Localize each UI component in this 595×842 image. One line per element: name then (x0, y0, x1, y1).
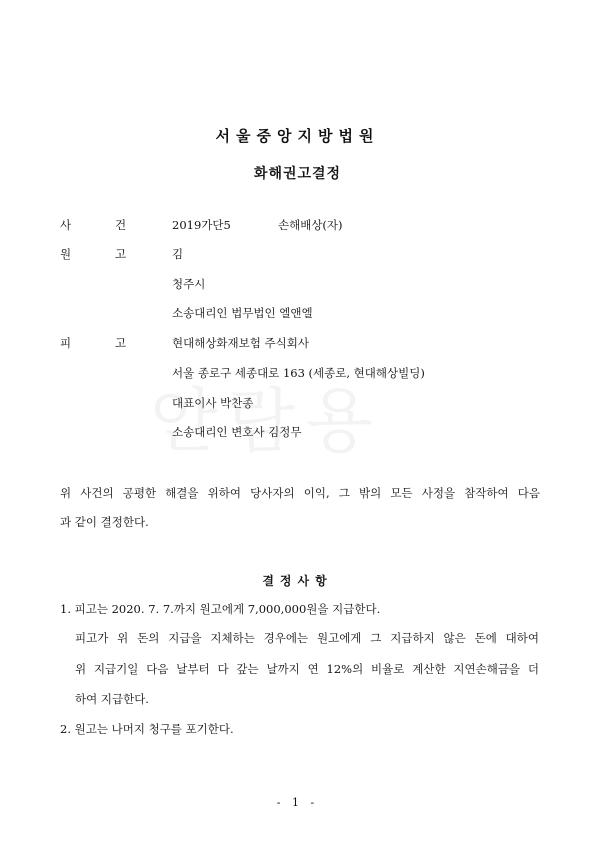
plaintiff-counsel: 소송대리인 법무법인 엘앤엘 (172, 306, 313, 320)
intro-line-1: 위 사건의 공평한 해결을 위하여 당사자의 이익, 그 밖의 모든 사정을 참작하여 다음 (60, 486, 540, 500)
defendant-representative: 대표이사 박찬종 (172, 396, 254, 410)
watermark (150, 365, 383, 466)
decision-item-1: 1. 피고는 2020. 7. 7.까지 원고에게 7,000,000원을 지급한다. (60, 602, 381, 616)
plaintiff-label-1: 원 (60, 247, 72, 261)
page-number: - 1 - (276, 796, 319, 809)
intro-line-2: 과 같이 결정한다. (60, 515, 149, 529)
document-title: 화해권고결정 (253, 166, 342, 182)
court-name: 서울중앙지방법원 (215, 127, 380, 145)
defendant-label-1: 피 (60, 336, 72, 350)
defendant-address: 서울 종로구 세종대로 163 (세종로, 현대해상빌딩) (172, 366, 425, 380)
case-label-2: 건 (115, 218, 127, 232)
case-number: 2019가단5 (172, 218, 231, 232)
case-label-1: 사 (60, 218, 72, 232)
defendant-name: 현대해상화재보험 주식회사 (172, 336, 309, 350)
case-name: 손해배상(자) (278, 218, 343, 232)
decision-item-2: 2. 원고는 나머지 청구를 포기한다. (60, 722, 234, 736)
plaintiff-label-2: 고 (115, 247, 127, 261)
decision-item-1-line-1: 피고가 위 돈의 지급을 지체하는 경우에는 원고에게 그 지급하지 않은 돈에 대하여 (75, 631, 539, 645)
defendant-counsel: 소송대리인 변호사 김정무 (172, 425, 302, 439)
decision-item-1-line-2: 위 지급기일 다음 날부터 다 갚는 날까지 연 12%의 비율로 계산한 지연손해금을 더 (75, 662, 539, 676)
plaintiff-address: 청주시 (172, 277, 206, 291)
defendant-label-2: 고 (115, 336, 127, 350)
decision-item-1-line-3: 하여 지급한다. (75, 692, 149, 706)
decision-heading: 결정사항 (262, 574, 333, 588)
plaintiff-name: 김 (172, 247, 184, 261)
